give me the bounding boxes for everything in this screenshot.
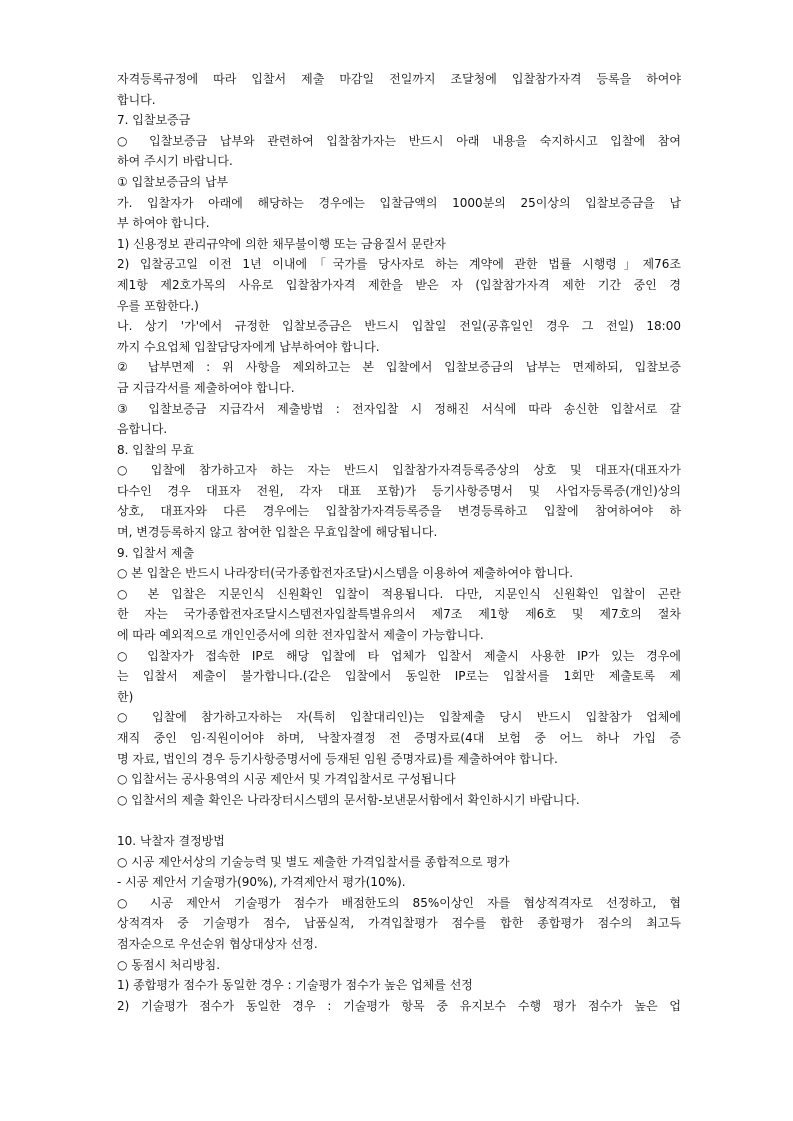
text-line: - 시공 제안서 기술평가(90%), 가격제안서 평가(10%). xyxy=(117,875,406,890)
text-line: 10. 낙찰자 결정방법 xyxy=(117,833,225,848)
text-line: ③ 입찰보증금 지급각서 제출방법 : 전자입찰 시 정해진 서식에 따라 송신한 입찰서로 갈 xyxy=(117,401,681,416)
text-line: 명 자료, 법인의 경우 등기사항증명서에 등재된 임원 증명자료)를 제출하여야 합니다. xyxy=(117,751,558,766)
text-line: 1) 신용정보 관리규약에 의한 채무불이행 또는 금융질서 문란자 xyxy=(117,236,446,251)
text-line: 한 자는 국가종합전자조달시스템전자입찰특별유의서 제7조 제1항 제6호 및 제7호의 절차 xyxy=(117,607,681,622)
text-line: 7. 입찰보증금 xyxy=(117,113,191,128)
document-body xyxy=(117,69,681,1016)
text-line: 상적격자 중 기술평가 점수, 납품실적, 가격입찰평가 점수를 합한 종합평가 점수의 최고득 xyxy=(117,916,681,931)
text-line: ○ 입찰서의 제출 확인은 나라장터시스템의 문서함-보낸문서함에서 확인하시기 바랍니다. xyxy=(117,792,580,807)
text-line: ② 납부면제 : 위 사항을 제외하고는 본 입찰에서 입찰보증금의 납부는 면제하되, 입찰보증 xyxy=(117,360,681,375)
text-line: ○ 입찰서는 공사용역의 시공 제안서 및 가격입찰서로 구성됩니다 xyxy=(117,772,456,787)
text-line: 제1항 제2호가목의 사유로 입찰참가자격 제한을 받은 자 (입찰참가자격 제한 기간 중인 경 xyxy=(117,277,681,292)
text-line: ○ 입찰에 참가하고자하는 자(특히 입찰대리인)는 입찰제출 당시 반드시 입찰참가 업체에 xyxy=(117,710,681,725)
text-line: 음합니다. xyxy=(117,422,168,437)
text-line: 합니다. xyxy=(117,92,156,107)
text-line: 는 입찰서 제출이 불가합니다.(같은 입찰에서 동일한 IP로는 입찰서를 1회만 제출토록 제 xyxy=(117,669,681,684)
text-line: 9. 입찰서 제출 xyxy=(117,545,195,560)
text-line: ○ 입찰에 참가하고자 하는 자는 반드시 입찰참가자격등록증상의 상호 및 대표자(대표자가 xyxy=(117,463,681,478)
text-line: 2) 기술평가 점수가 동일한 경우 : 기술평가 항목 중 유지보수 수행 평가 점수가 높은 업 xyxy=(117,998,681,1013)
text-line: 금 지급각서를 제출하여야 합니다. xyxy=(117,380,295,395)
text-line: ○ 동점시 처리방침. xyxy=(117,957,221,972)
text-line: 에 따라 예외적으로 개인인증서에 의한 전자입찰서 제출이 가능합니다. xyxy=(117,628,484,643)
text-line: ○ 본 입찰은 지문인식 신원확인 입찰이 적용됩니다. 다만, 지문인식 신원확인 입찰이 곤란 xyxy=(117,586,681,601)
text-line: 한) xyxy=(117,689,134,704)
text-line: 재직 중인 임·직원이어야 하며, 낙찰자결정 전 증명자료(4대 보험 중 어느 하나 가입 증 xyxy=(117,731,681,745)
text-line: ○ 시공 제안서상의 기술능력 및 별도 제출한 가격입찰서를 종합적으로 평가 xyxy=(117,854,510,869)
text-line: 부 하여야 합니다. xyxy=(117,216,210,231)
text-line: 며, 변경등록하지 않고 참여한 입찰은 무효입찰에 해당됩니다. xyxy=(117,525,438,540)
text-line: ○ 시공 제안서 기술평가 점수가 배점한도의 85%이상인 자를 협상적격자로 선정하고, 협 xyxy=(117,895,681,910)
text-line: 8. 입찰의 무효 xyxy=(117,442,195,457)
text-line: ○ 입찰자가 접속한 IP로 해당 입찰에 타 업체가 입찰서 제출시 사용한 IP가 있는 경우에 xyxy=(117,648,681,663)
text-line: ○ 입찰보증금 납부와 관련하여 입찰참가자는 반드시 아래 내용을 숙지하시고 입찰에 참여 xyxy=(117,133,681,148)
text-line: 가. 입찰자가 아래에 해당하는 경우에는 입찰금액의 1000분의 25이상의 입찰보증금을 납 xyxy=(117,195,681,210)
text-line: 자격등록규정에 따라 입찰서 제출 마감일 전일까지 조달청에 입찰참가자격 등록을 하여야 xyxy=(117,72,681,86)
text-line: 하여 주시기 바랍니다. xyxy=(117,154,233,169)
text-line: ① 입찰보증금의 납부 xyxy=(117,174,229,189)
text-line: 상호, 대표자와 다른 경우에는 입찰참가자격등록증을 변경등록하고 입찰에 참여하여야 하 xyxy=(117,504,681,519)
text-line: 까지 수요업체 입찰담당자에게 납부하여야 합니다. xyxy=(117,339,380,354)
blank-line xyxy=(117,810,681,831)
text-line: 점자순으로 우선순위 협상대상자 선정. xyxy=(117,936,318,951)
text-line: 1) 종합평가 점수가 동일한 경우 : 기술평가 점수가 높은 업체를 선정 xyxy=(117,978,473,993)
text-line: 우를 포함한다.) xyxy=(117,298,199,313)
text-line: 나. 상기 '가'에서 규정한 입찰보증금은 반드시 입찰일 전일(공휴일인 경우 그 전일) 18:00 xyxy=(117,319,681,334)
text-line: 다수인 경우 대표자 전원, 각자 대표 포함)가 등기사항증명서 및 사업자등록증(개인)상의 xyxy=(117,483,681,498)
text-line: ○ 본 입찰은 반드시 나라장터(국가종합전자조달)시스템을 이용하여 제출하여야 합니다. xyxy=(117,566,574,581)
text-line: 2) 입찰공고일 이전 1년 이내에「국가를 당사자로 하는 계약에 관한 법률 시행령」제76조 xyxy=(117,257,681,272)
